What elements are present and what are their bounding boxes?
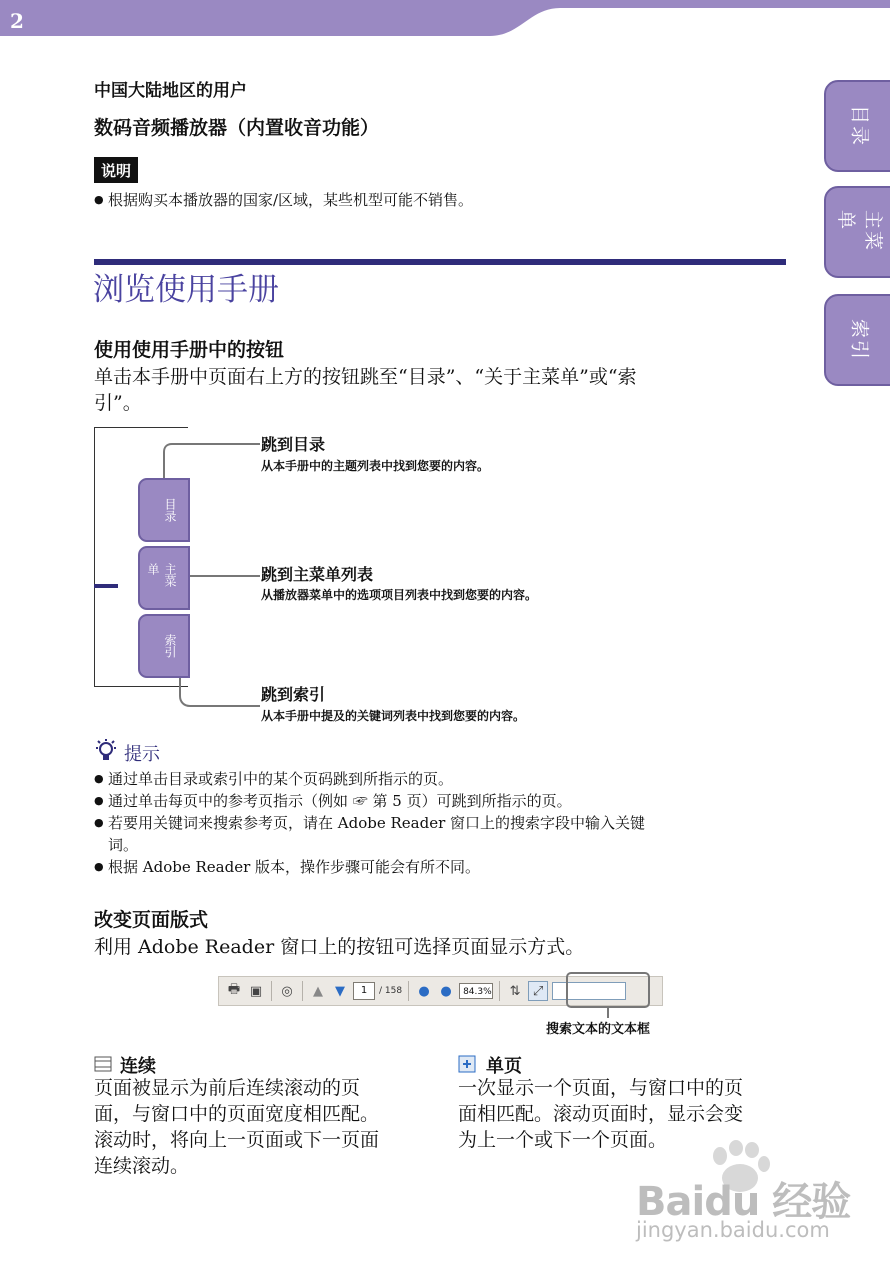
- print-icon[interactable]: 🖶: [227, 982, 241, 997]
- continuous-line: 页面被显示为前后连续滚动的页: [94, 1077, 361, 1099]
- region-line: 中国大陆地区的用户: [94, 81, 247, 101]
- page-total: / 158: [379, 986, 403, 996]
- buttons-heading: 使用使用手册中的按钮: [94, 339, 285, 361]
- search-caption: 搜索文本的文本框: [546, 1022, 651, 1037]
- lightbulb-icon: [94, 738, 118, 764]
- product-line: 数码音频播放器（内置收音功能）: [94, 117, 380, 139]
- side-tab-main-menu[interactable]: [824, 186, 890, 278]
- toolbar-separator: [271, 981, 272, 1001]
- layout-heading: 改变页面版式: [94, 909, 209, 931]
- diagram-tab-index: [138, 614, 190, 678]
- watermark-brand: Baidu 经验: [636, 1179, 851, 1225]
- single-page-line: 一次显示一个页面，与窗口中的页: [458, 1077, 744, 1099]
- side-tab-contents-label: 目录: [848, 104, 871, 148]
- buttons-body-line1: 单击本手册中页面右上方的按钮跳至“目录”、“关于主菜单”或“索: [94, 366, 637, 388]
- continuous-title: 连续: [120, 1056, 156, 1077]
- toolbar-separator: [408, 981, 409, 1001]
- page-number: 2: [10, 9, 24, 33]
- side-tab-index[interactable]: [824, 294, 890, 386]
- tips-title: 提示: [124, 744, 160, 765]
- continuous-view-icon[interactable]: ⇅: [509, 983, 521, 999]
- tip-item: ● 通过单击目录或索引中的某个页码跳到所指示的页。: [108, 768, 453, 790]
- previous-page-icon[interactable]: ▲: [313, 983, 323, 999]
- tip-item: ● 根据 Adobe Reader 版本，操作步骤可能会有所不同。: [108, 856, 480, 878]
- callout-index-title: 跳到索引: [261, 685, 326, 704]
- callout-main-menu-title: 跳到主菜单列表: [261, 565, 374, 584]
- toolbar-separator: [302, 981, 303, 1001]
- zoom-out-icon[interactable]: ●: [418, 983, 430, 999]
- search-box-highlight: [566, 972, 650, 1008]
- layout-body: 利用 Adobe Reader 窗口上的按钮可选择页面显示方式。: [94, 936, 585, 958]
- callout-contents-title: 跳到目录: [261, 435, 326, 454]
- header-band: [0, 0, 890, 40]
- watermark-url: jingyan.baidu.com: [636, 1218, 830, 1242]
- buttons-body-line2: 引”。: [94, 392, 142, 414]
- tip-item: ● 通过单击每页中的参考页指示（例如 ☞ 第 5 页）可跳到所指示的页。: [108, 790, 572, 812]
- diagram-rule-stub: [94, 584, 118, 588]
- diagram-tab-main-menu: [138, 546, 190, 610]
- diagram-tab-main-menu-label: 主菜单: [146, 563, 177, 587]
- search-callout-line: [607, 1008, 609, 1018]
- callout-main-menu-desc: 从播放器菜单中的选项项目列表中找到您要的内容。: [261, 588, 538, 602]
- note-item: ● 根据购买本播放器的国家/区域，某些机型可能不销售。: [108, 189, 473, 211]
- page-number-input[interactable]: 1: [353, 982, 375, 1000]
- continuous-line: 面，与窗口中的页面宽度相匹配。: [94, 1103, 380, 1125]
- callout-contents-desc: 从本手册中的主题列表中找到您要的内容。: [261, 459, 490, 473]
- callout-index-desc: 从本手册中提及的关键词列表中找到您要的内容。: [261, 709, 526, 723]
- hand-tool-icon[interactable]: ◎: [281, 983, 293, 999]
- single-page-icon: [458, 1055, 476, 1073]
- tip-item-continuation: 词。: [108, 836, 139, 854]
- single-page-view-icon[interactable]: ⤢: [528, 981, 548, 1001]
- continuous-icon: [94, 1056, 112, 1072]
- next-page-icon[interactable]: ▼: [335, 983, 345, 999]
- single-page-line: 为上一个或下一个页面。: [458, 1129, 668, 1151]
- single-page-title: 单页: [486, 1056, 522, 1077]
- zoom-select[interactable]: 84.3%: [459, 983, 493, 999]
- tip-item: ● 若要用关键词来搜索参考页，请在 Adobe Reader 窗口上的搜索字段中输入关键: [108, 812, 645, 834]
- share-icon[interactable]: ▣: [249, 983, 263, 999]
- zoom-in-icon[interactable]: ●: [440, 983, 452, 999]
- diagram-tab-index-label: 索引: [163, 634, 177, 658]
- side-tab-index-label: 索引: [848, 318, 871, 362]
- diagram-tab-contents-label: 目录: [163, 498, 177, 522]
- section-title: 浏览使用手册: [93, 272, 279, 308]
- note-badge: 说明: [94, 157, 138, 183]
- side-tab-contents[interactable]: [824, 80, 890, 172]
- toolbar-separator: [499, 981, 500, 1001]
- diagram-tab-contents: [138, 478, 190, 542]
- continuous-line: 滚动时，将向上一页面或下一页面: [94, 1129, 380, 1151]
- side-tab-main-menu-label: 主菜单: [835, 210, 884, 253]
- continuous-line: 连续滚动。: [94, 1155, 190, 1177]
- single-page-line: 面相匹配。滚动页面时，显示会变: [458, 1103, 744, 1125]
